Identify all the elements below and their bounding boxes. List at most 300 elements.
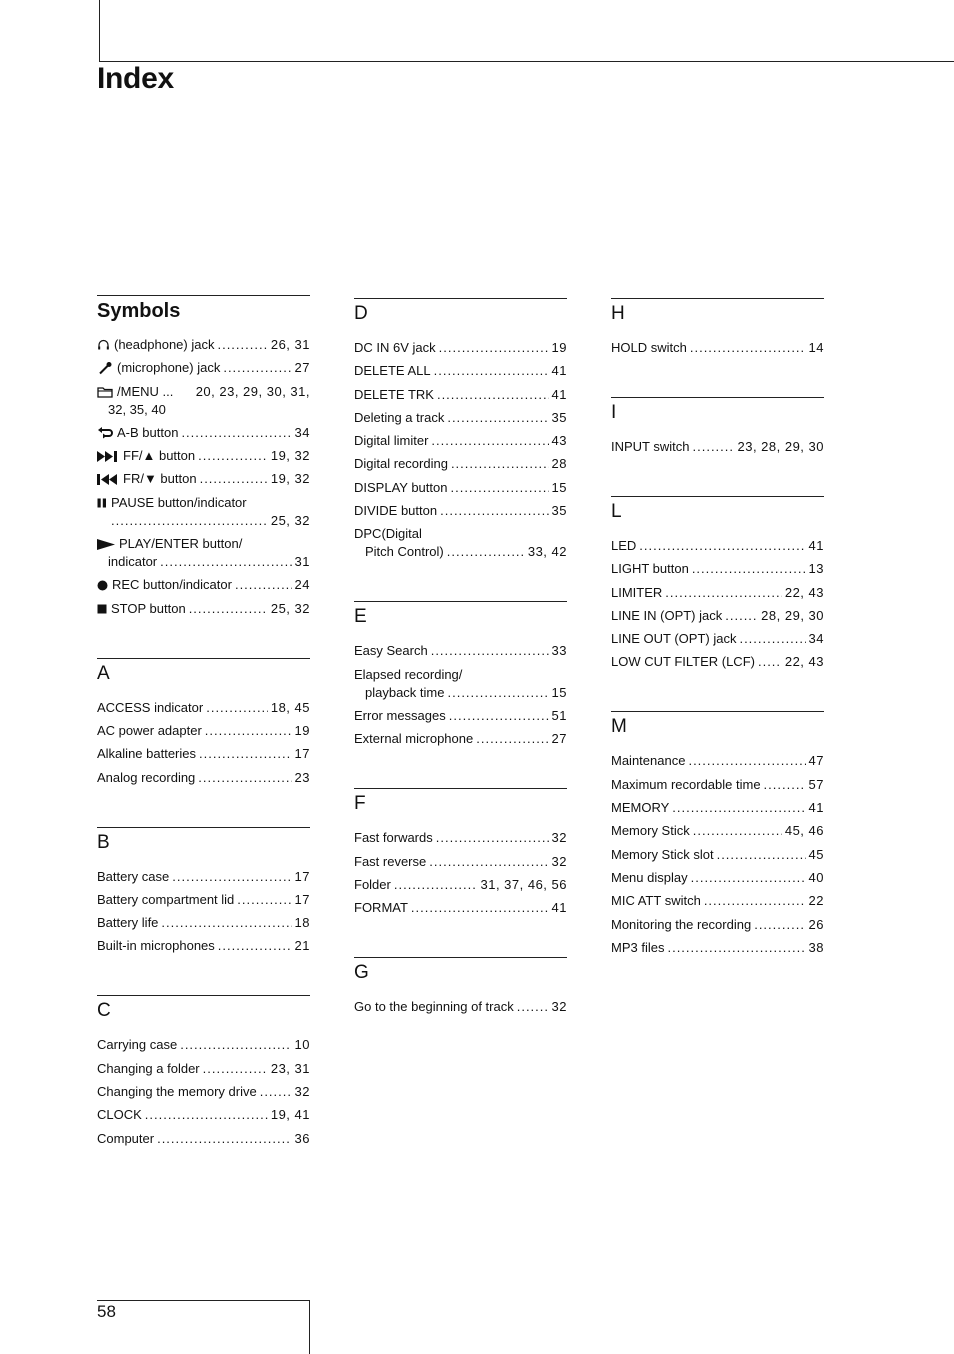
index-term: Battery case [97,868,170,884]
dot-leader [440,502,548,520]
dot-leader [157,1130,291,1148]
index-section-d [354,298,567,561]
section-heading: B [97,831,110,853]
index-entry [354,707,567,725]
index-term: Easy Search [354,643,428,659]
dot-leader [205,722,292,740]
index-term: Menu display [611,869,688,885]
page-references: 41 [808,538,824,553]
page-references: 41 [551,363,567,379]
index-term-wrap [611,584,662,602]
index-term-wrap [354,502,437,520]
repeat-icon [97,427,113,439]
index-term-wrap [611,752,685,770]
dot-leader [447,543,525,561]
index-term-wrap [354,998,514,1016]
page-references: 19, 32 [270,471,310,487]
section-heading: L [611,501,622,522]
index-term-wrap [97,891,234,909]
index-term: DC IN 6V jack [354,340,436,355]
footer-rule [97,1300,310,1301]
dot-leader [436,829,549,847]
dot-leader [218,937,292,955]
index-term-wrap [354,479,447,497]
header-frame-vertical [99,0,100,61]
page-references: 38 [808,939,824,955]
page-references: 25, 32 [270,600,310,616]
index-entry [611,560,824,578]
index-column-3 [611,298,824,962]
index-section-symbols [97,295,310,618]
index-term: LED [611,538,637,553]
index-entry [97,891,310,909]
page-references: 34 [294,424,310,440]
dot-leader [439,339,549,357]
dot-leader [235,576,292,594]
index-entry [354,876,567,894]
index-entry [97,699,310,717]
index-entry-continuation [97,401,310,419]
dot-leader [665,584,782,602]
index-entry [97,359,310,377]
index-entry [97,494,310,530]
index-entry [97,383,310,419]
index-section-a [97,658,310,787]
index-entry [611,799,824,817]
index-entry [354,455,567,473]
page-references: 32 [551,999,567,1015]
index-term: Pitch Control) [365,544,444,560]
dot-leader [692,560,806,578]
index-term-wrap [611,339,687,357]
index-term-wrap [354,432,428,450]
index-term: Computer [97,1130,155,1146]
index-term: MP3 files [611,939,665,955]
dot-leader [449,707,549,725]
index-entry [611,584,824,602]
page-references: 41 [551,900,567,916]
index-entry [354,829,567,847]
index-term-wrap [611,799,669,817]
page-references: 28 [551,456,567,472]
page-title: Index [97,62,174,95]
dot-leader [639,537,805,555]
dot-leader [206,699,268,717]
index-entry [611,653,824,671]
index-term-wrap [354,642,428,660]
headphone-icon [97,339,110,351]
dot-leader [160,553,291,571]
index-entry [611,869,824,887]
page-references: 23, 28, 29, 30 [737,439,824,454]
index-entry [354,339,567,357]
index-term: Folder [354,876,391,892]
index-entry [97,745,310,763]
header-frame-horizontal [99,61,954,62]
index-term-wrap [611,653,755,671]
index-term: Changing a folder [97,1060,200,1076]
index-term-wrap [611,560,689,578]
index-term: CLOCK [97,1107,142,1123]
dot-leader [198,447,268,465]
page-references: 41 [808,800,824,816]
page-references: 20, 23, 29, 30, 31, [195,383,310,399]
dot-leader [431,432,548,450]
index-term: HOLD switch [611,340,687,355]
index-entry [611,537,824,555]
index-term: Carrying case [97,1037,178,1053]
index-section-b [97,827,310,956]
dot-leader [189,600,268,618]
index-term: LOW CUT FILTER (LCF) [611,654,755,670]
index-entry-line [97,535,310,553]
index-entry [354,899,567,917]
dot-leader [203,1060,268,1078]
index-section-m [611,711,824,956]
section-heading: C [97,1000,111,1022]
page-references: 13 [808,561,824,577]
page-references: 19, 41 [270,1107,310,1123]
page-references: 24 [294,577,310,593]
dot-leader [691,869,806,887]
page-references: 22, 43 [784,584,824,600]
index-entry-continuation [97,553,310,571]
index-term: Go to the beginning of track [354,999,514,1015]
folder-icon [97,386,113,398]
page-references: 23 [294,769,310,785]
index-term-wrap [354,730,473,748]
index-entry [97,1083,310,1101]
index-entry [611,630,824,648]
page-references: 14 [808,340,824,355]
index-term-wrap [611,846,714,864]
index-entry-continuation [354,684,567,702]
page-references: 22, 43 [784,654,824,670]
index-term-wrap [97,494,247,512]
index-entry [611,339,824,357]
dot-leader [476,730,548,748]
page-references: 34 [808,631,824,647]
index-term: External microphone [354,731,474,747]
index-term: DIVIDE button [354,503,438,519]
index-term: Memory Stick slot [611,846,714,862]
dot-leader [704,892,806,910]
index-term-wrap [354,666,462,684]
play-icon [97,539,115,550]
index-term: A-B button [117,424,179,440]
index-term: playback time [365,684,445,700]
index-entry-line [97,383,310,401]
page-references: 26, 31 [270,337,310,352]
index-entry [97,1106,310,1124]
section-heading: G [354,962,369,984]
index-entry [611,846,824,864]
dot-leader [172,868,291,886]
record-icon [97,580,108,591]
index-entry [97,1036,310,1054]
dot-leader [431,642,549,660]
stop-icon [97,604,107,614]
index-term-wrap [611,537,636,555]
page-references: 32 [294,1084,310,1100]
index-section-h [611,298,824,357]
index-term: FORMAT [354,900,408,916]
dot-leader [447,409,548,427]
page-references: 35 [551,503,567,519]
index-term-wrap [354,386,434,404]
index-entry [354,479,567,497]
index-term-wrap [354,829,433,847]
dot-leader [223,359,291,377]
dot-leader [260,1083,292,1101]
index-term: Alkaline batteries [97,746,196,762]
index-term: /MENU ... [117,383,174,399]
dot-leader [725,607,758,625]
page-references: 17 [294,868,310,884]
page-references: 15 [551,479,567,495]
section-heading: Symbols [97,300,181,322]
index-term: MIC ATT switch [611,893,701,909]
index-entry [611,607,824,625]
index-entry [97,470,310,488]
index-term: Fast reverse [354,853,427,869]
index-section-i [611,397,824,456]
index-term: Analog recording [97,769,196,785]
dot-leader [717,846,806,864]
page-references: 25, 32 [270,512,310,528]
index-term: DPC(Digital [354,526,422,542]
dot-leader [200,470,268,488]
index-entry [354,362,567,380]
index-entry [611,438,824,456]
page-number: 58 [97,1302,116,1321]
dot-leader [754,916,805,934]
index-term-wrap [97,424,178,442]
index-entry [611,916,824,934]
index-term-wrap [97,535,242,553]
index-term: Error messages [354,707,446,723]
dot-leader [429,853,548,871]
section-heading: F [354,793,366,815]
dot-leader [758,653,782,671]
dot-leader [672,799,805,817]
index-term: LINE OUT (OPT) jack [611,631,737,647]
index-term: DELETE ALL [354,363,431,379]
dot-leader [739,630,805,648]
index-entry-line [354,666,567,684]
dot-leader [764,776,806,794]
index-term: indicator [108,554,158,570]
index-term: 32, 35, 40 [108,401,166,417]
index-term: DISPLAY button [354,479,448,495]
index-term-wrap [97,447,195,465]
index-term: Built-in microphones [97,938,215,954]
dot-leader [145,1106,268,1124]
index-term: DELETE TRK [354,386,434,402]
dot-leader [217,336,267,354]
dot-leader [693,438,735,456]
index-entry [354,642,567,660]
index-term-wrap [611,822,690,840]
section-heading: I [611,402,617,423]
index-section-e [354,601,567,748]
index-term: INPUT switch [611,439,690,454]
page-references: 51 [551,707,567,723]
index-entry-line [97,494,310,512]
index-term: REC button/indicator [112,577,232,593]
page-references: 18, 45 [270,699,310,715]
index-term-wrap [611,438,690,456]
page-references: 32 [551,830,567,846]
index-term-wrap [97,359,220,377]
page-references: 31 [294,554,310,570]
page-references: 23, 31 [270,1060,310,1076]
index-term: Battery life [97,915,159,931]
page-references: 10 [294,1037,310,1053]
index-entry [97,722,310,740]
page-references: 27 [294,360,310,376]
index-entry [354,409,567,427]
index-term-wrap [611,916,751,934]
dot-leader [447,684,548,702]
index-term-wrap [354,455,448,473]
index-entry [97,1130,310,1148]
index-term: STOP button [111,600,186,616]
index-term: Digital recording [354,456,448,472]
dot-leader [690,339,806,357]
index-term: MEMORY [611,800,670,816]
section-heading: E [354,606,367,628]
index-term-wrap [97,383,173,401]
dot-leader [394,876,478,894]
index-entry [354,998,567,1016]
dot-leader [199,745,292,763]
rewind-icon [97,474,119,485]
page-references: 31, 37, 46, 56 [480,876,567,892]
index-entry [97,769,310,787]
index-entry [354,432,567,450]
index-entry [97,576,310,594]
dot-leader [437,386,549,404]
index-term-wrap [97,699,203,717]
index-entry [97,914,310,932]
index-entry [611,822,824,840]
page-references: 33 [551,643,567,659]
page-references: 33, 42 [527,544,567,560]
dot-leader [111,512,268,530]
index-entry [97,868,310,886]
index-term: Maximum recordable time [611,776,761,792]
dot-leader [237,891,291,909]
index-term-wrap [611,776,761,794]
page-references: 47 [808,753,824,769]
dot-leader [693,822,782,840]
index-term-wrap [97,937,215,955]
index-entry-continuation [354,543,567,561]
index-entry [354,730,567,748]
index-term-wrap [354,899,408,917]
index-entry [97,1060,310,1078]
microphone-icon [97,361,113,375]
index-column-1 [97,295,310,1153]
index-entry [97,600,310,618]
pause-icon [97,498,107,508]
index-term-wrap [97,336,214,354]
index-term-wrap [97,1130,154,1148]
dot-leader [451,455,549,473]
index-term-wrap [611,869,688,887]
page-references: 36 [294,1130,310,1146]
index-term: LINE IN (OPT) jack [611,607,723,623]
index-term: Elapsed recording/ [354,666,463,682]
index-term: PLAY/ENTER button/ [119,536,243,552]
index-entry [97,447,310,465]
page-references: 19 [294,722,310,738]
index-term-wrap [97,914,158,932]
index-term: Digital limiter [354,433,429,449]
index-entry [97,535,310,571]
index-entry [611,752,824,770]
index-column-2 [354,298,567,1021]
index-term: FF/▲ button [123,448,196,464]
fast-forward-icon [97,451,119,462]
dot-leader [180,1036,291,1054]
index-term: PAUSE button/indicator [111,494,247,510]
index-term-wrap [97,1106,142,1124]
dot-leader [688,752,805,770]
index-term: (microphone) jack [117,360,221,376]
page-references: 27 [551,731,567,747]
page-references: 18 [294,915,310,931]
index-term: LIGHT button [611,561,689,577]
section-heading: H [611,303,625,324]
index-entry [97,937,310,955]
page-references: 40 [808,869,824,885]
index-term: LIMITER [611,584,663,600]
index-term: ACCESS indicator [97,699,204,715]
index-term: Memory Stick [611,823,690,839]
page-references: 17 [294,891,310,907]
index-entry [97,336,310,354]
index-term-wrap [97,576,232,594]
index-term-wrap [354,362,431,380]
index-term-wrap [97,1036,177,1054]
index-entry [354,386,567,404]
index-term-wrap [611,607,722,625]
index-term: AC power adapter [97,722,202,738]
index-term-wrap [611,939,664,957]
dot-leader [161,914,291,932]
index-entry [97,424,310,442]
dot-leader [198,769,291,787]
index-term-wrap [354,339,436,357]
index-entry [611,892,824,910]
index-section-f [354,788,567,917]
index-entry [354,525,567,561]
page-references: 19 [551,340,567,355]
index-term-wrap [354,707,446,725]
index-section-c [97,995,310,1147]
dot-leader [181,424,291,442]
index-term-wrap [97,745,196,763]
index-section-l [611,496,824,671]
index-term: FR/▼ button [123,471,197,487]
page-references: 28, 29, 30 [761,607,824,623]
index-term: Monitoring the recording [611,916,752,932]
index-term: (headphone) jack [114,337,215,352]
section-heading: M [611,716,627,738]
index-term-wrap [354,853,426,871]
